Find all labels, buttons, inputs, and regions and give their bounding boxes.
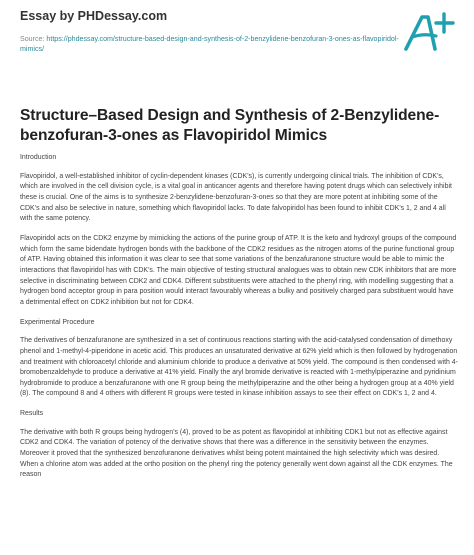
source-label: Source: [20, 35, 47, 43]
paragraph: The derivatives of benzafuranone are synthesized in a set of continuous reactions starting with the acid-catalysed condensation of dimethoxy phenol and 1-methyl-4-piperidone in acetic acid. This produces an unsaturated derivative at 62% yield which is then followed by hydrogenation and treatment with chloroacetyl chloride and aluminium chloride to produce a derivative at 50% yield. The compound is then condensed with 4-bromobenzaldehyde to produce a derivative at 41% yield. Finally the aryl bromide derivative is reacted with 1-methylpiperazine and pyridinium hydrobromide to produce a benzafuranone with one R group being the methylpiperazine and the other being a hydrogen group at a 40% yield (8). The compound 8 and 4 others with different R groups were tested in kinase inhibition assays to see their effect on CDK’s 1, 2 and 4. [20, 337, 458, 398]
document-title: Structure–Based Design and Synthesis of 2-Benzylidene-benzofuran-3-ones as Flavopiridol Mimics [20, 107, 440, 144]
section-heading-introduction: Introduction [20, 154, 57, 161]
paragraph: Flavopiridol acts on the CDK2 enzyme by mimicking the actions of the purine group of ATP. It is the keto and hydroxyl groups of the compound which form the same bidendate hydrogen bonds with the backbone of the CDK2 residues as the nitrogen atoms of the purine functional group of ATP. Having obtained this information it was clear to see that some variations of the benzafuranone structure would be able to mimic the interactions that flavopiridol has with CDK’s. The main objective of testing structural analogues was to obtain new CDK inhibitors that are more selective in discriminating between CDK2 and CDK4. Different substituents were attached to the phenyl ring, with modelling suggesting that a hydrogen bond acceptor group in para position would interact favourably whereas a bulky and positively charged para substituent would have a detrimental effect on CDK2 inhibition but not for CDK4. [20, 234, 457, 306]
paragraph: Flavopiridol, a well-established inhibitor of cyclin-dependent kinases (CDK’s), is currently undergoing clinical trials. The inhibition of CDK’s, which are involved in the cell division cycle, is a vital goal in anticancer agents and therefore having potent drugs which can selectively inhibit these is crucial. One of the aims is to synthesize 2-benzylidene-benzofuran-3-ones so that they are more potent at inhibiting some of the CDK’s and also be selective in nature, something which flavopiridol lacks. To date falvopiridol has been found to inhibit CDK’s 1, 2 and 4 all with the same potency. [20, 172, 452, 223]
a-plus-logo-icon [402, 12, 456, 52]
section-heading-experimental: Experimental Procedure [20, 318, 95, 326]
paragraph: The derivative with both R groups being hydrogen’s (4), proved to be as potent as flavopiridol at inhibiting CDK1 but not as effective against CDK2 and CDK4. The variation of potency of the derivative shows that there was a difference in the sensitivity between the enzymes. Moreover it proved that the synthesized benzofuranone derivatives whilst being potent maintained the high selectivity which was desired. When a chlorine atom was added at the ortho position on the phenyl ring the potency generally went down against all the CDK enzymes. The reason [20, 428, 453, 479]
section-heading-results: Results [20, 410, 44, 418]
site-name: Essay by PHDessay.com [20, 9, 168, 23]
source-line [20, 34, 400, 54]
source-link[interactable]: https://phdessay.com/structure-based-design-and-synthesis-of-2-benzylidene-benzofuran-3-ones-as-flavopiridol-mimics/ [20, 35, 399, 53]
document-body [20, 153, 458, 490]
